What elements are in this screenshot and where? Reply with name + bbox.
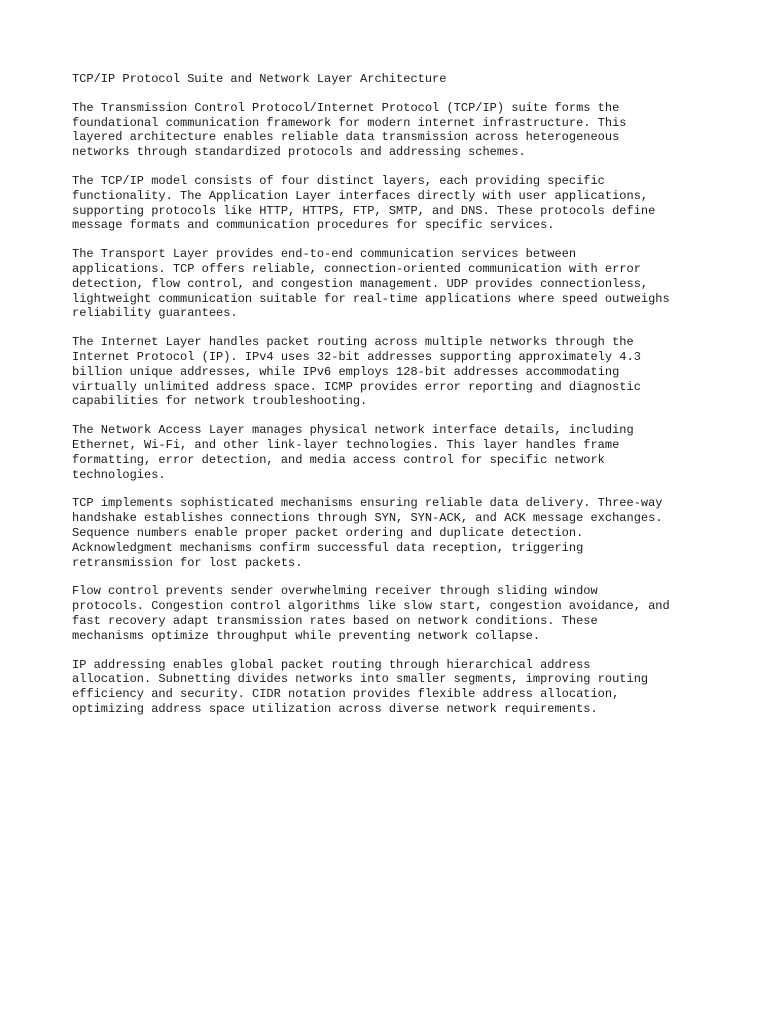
paragraph-model-layers bbox=[72, 174, 712, 233]
paragraph-line: billion unique addresses, while IPv6 employs 128-bit addresses accommodating bbox=[72, 364, 620, 379]
paragraph-line: mechanisms optimize throughput while preventing network collapse. bbox=[72, 628, 541, 643]
paragraph-line: The Transport Layer provides end-to-end communication services between bbox=[72, 247, 577, 262]
paragraph-transport-layer bbox=[72, 247, 712, 321]
paragraph-line: IP addressing enables global packet routing through hierarchical address bbox=[72, 657, 591, 672]
paragraph-line: The Transmission Control Protocol/Internet Protocol (TCP/IP) suite forms the bbox=[72, 100, 620, 115]
paragraph-line: allocation. Subnetting divides networks into smaller segments, improving routing bbox=[72, 672, 649, 687]
paragraph-line: layered architecture enables reliable data transmission across heterogeneous bbox=[72, 130, 620, 145]
paragraph-line: Ethernet, Wi-Fi, and other link-layer technologies. This layer handles frame bbox=[72, 437, 620, 452]
paragraph-line: lightweight communication suitable for real-time applications where speed outweighs bbox=[72, 291, 670, 306]
paragraph-line: The Network Access Layer manages physical network interface details, including bbox=[72, 423, 634, 438]
paragraph-intro bbox=[72, 101, 712, 160]
paragraph-line: Acknowledgment mechanisms confirm successful data reception, triggering bbox=[72, 540, 584, 555]
paragraph-line: Internet Protocol (IP). IPv4 uses 32-bit addresses supporting approximately 4.3 bbox=[72, 349, 641, 364]
paragraph-flow-control bbox=[72, 584, 712, 643]
paragraph-internet-layer bbox=[72, 335, 712, 409]
paragraph-line: supporting protocols like HTTP, HTTPS, FTP, SMTP, and DNS. These protocols define bbox=[72, 203, 656, 218]
paragraph-line: protocols. Congestion control algorithms like slow start, congestion avoidance, and bbox=[72, 599, 670, 614]
paragraph-line: capabilities for network troubleshooting. bbox=[72, 394, 368, 409]
paragraph-tcp-mechanisms bbox=[72, 496, 712, 570]
paragraph-line: message formats and communication procedures for specific services. bbox=[72, 218, 555, 233]
paragraph-line: handshake establishes connections through SYN, SYN-ACK, and ACK message exchanges. bbox=[72, 511, 663, 526]
paragraph-line: Sequence numbers enable proper packet ordering and duplicate detection. bbox=[72, 525, 584, 540]
paragraph-line: detection, flow control, and congestion management. UDP provides connectionless, bbox=[72, 276, 649, 291]
paragraph-line: virtually unlimited address space. ICMP provides error reporting and diagnostic bbox=[72, 379, 641, 394]
paragraph-line: applications. TCP offers reliable, connection-oriented communication with error bbox=[72, 261, 641, 276]
paragraph-line: networks through standardized protocols and addressing schemes. bbox=[72, 145, 526, 160]
paragraph-line: formatting, error detection, and media access control for specific network bbox=[72, 452, 605, 467]
document-page bbox=[72, 72, 712, 731]
paragraph-ip-addressing bbox=[72, 658, 712, 717]
paragraph-line: optimizing address space utilization across diverse network requirements. bbox=[72, 701, 598, 716]
paragraph-line: TCP implements sophisticated mechanisms ensuring reliable data delivery. Three-way bbox=[72, 496, 663, 511]
paragraph-line: reliability guarantees. bbox=[72, 306, 238, 321]
paragraph-line: Flow control prevents sender overwhelming receiver through sliding window bbox=[72, 584, 598, 599]
paragraph-line: efficiency and security. CIDR notation provides flexible address allocation, bbox=[72, 687, 620, 702]
paragraph-line: functionality. The Application Layer interfaces directly with user applications, bbox=[72, 188, 649, 203]
paragraph-line: fast recovery adapt transmission rates based on network conditions. These bbox=[72, 613, 598, 628]
paragraph-line: The TCP/IP model consists of four distinct layers, each providing specific bbox=[72, 173, 605, 188]
paragraph-line: foundational communication framework for modern internet infrastructure. This bbox=[72, 115, 627, 130]
document-title: TCP/IP Protocol Suite and Network Layer Architecture bbox=[72, 72, 447, 86]
paragraph-line: retransmission for lost packets. bbox=[72, 555, 303, 570]
paragraph-line: technologies. bbox=[72, 467, 166, 482]
paragraph-line: The Internet Layer handles packet routing across multiple networks through the bbox=[72, 335, 634, 350]
paragraph-network-access-layer bbox=[72, 423, 712, 482]
